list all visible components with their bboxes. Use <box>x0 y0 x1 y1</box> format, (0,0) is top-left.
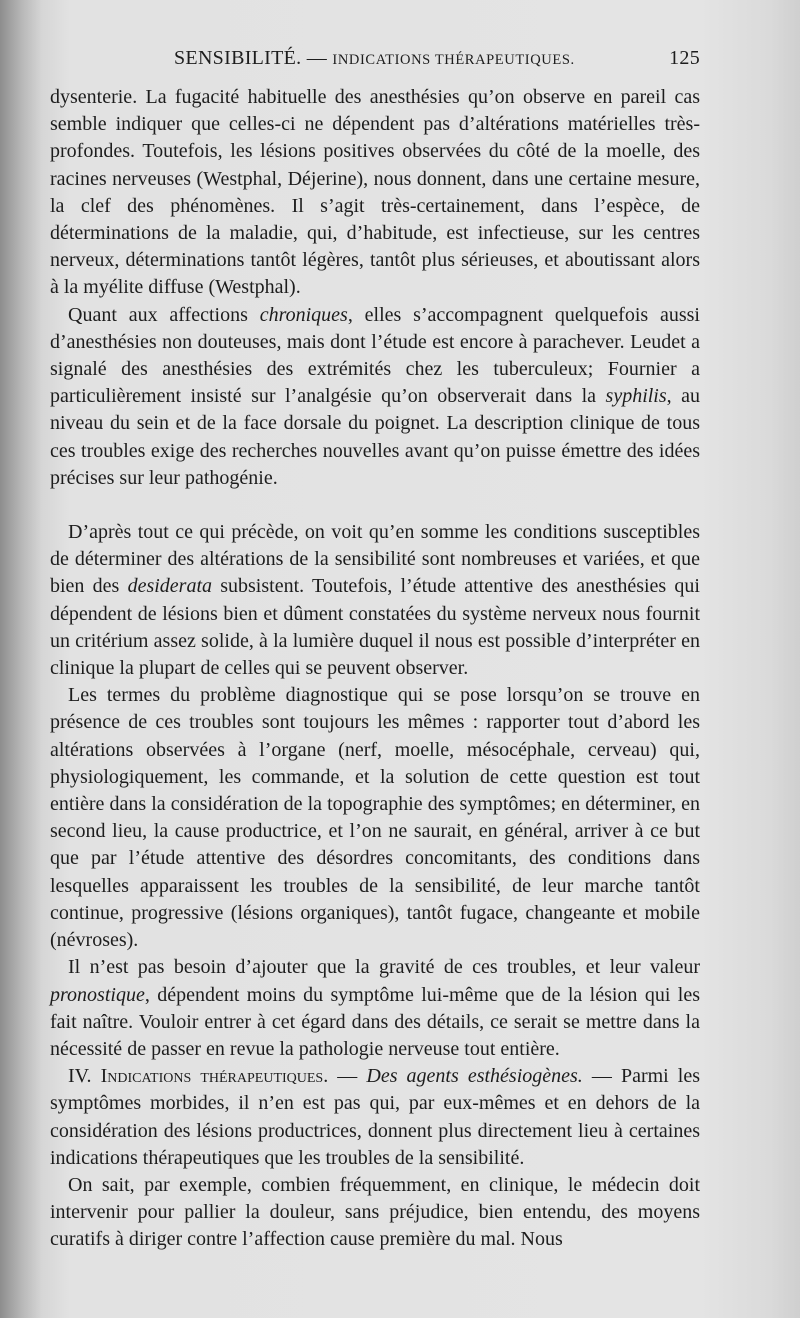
text-run: , dépendent moins du symptôme lui-même que de la lésion qui les fait naître. Vouloir entrer à cet égard dans des détails, ce serait se mettre dans la nécessité de passer en revue la pathologie nerveuse tout entière. <box>50 983 700 1060</box>
paragraph-douleur: On sait, par exemple, combien fréquemment, en clinique, le médecin doit intervenir pour pallier la douleur, sans préjudice, bien entendu, des moyens curatifs à diriger contre l’affection cause première du mal. Nous <box>50 1173 700 1251</box>
paragraph-affections-chroniques <box>50 302 700 492</box>
text-run: — Parmi les symptômes morbides, il n’en est pas qui, par eux-mêmes et en dehors de la considération des lésions productrices, donnent plus directement lieu à certaines indications thérapeutiques que les troubles de la sensibilité. <box>50 1065 701 1169</box>
running-head-title: SENSIBILITÉ. <box>174 47 302 69</box>
page-body <box>50 84 700 1254</box>
text-run: D’après tout ce qui précède, on voit qu’en somme les conditions susceptibles de déterminer des altérations de la sensibilité sont nombreuses et variées, et que bien des <box>50 521 700 598</box>
page-header <box>50 47 700 75</box>
text-run: Quant aux affections <box>68 303 260 326</box>
section-heading: Indications thérapeutiques. <box>100 1065 329 1088</box>
emphasis-pronostique: pronostique <box>50 983 145 1006</box>
emphasis-syphilis: syphilis <box>605 385 667 408</box>
section-subheading: Des agents esthésiogènes. <box>366 1065 583 1088</box>
emphasis-desiderata: desiderata <box>127 575 212 598</box>
paragraph-conclusion <box>50 519 700 682</box>
section-dash: — <box>328 1065 367 1088</box>
running-head-subtitle: INDICATIONS THÉRAPEUTIQUES. <box>332 52 575 68</box>
text-run: subsistent. Toutefois, l’étude attentive des anesthésies qui dépendent de lésions bien et dûment constatées du système nerveux nous fournit un critérium assez solide, à la lumière duquel il nous est possible d’interpréter en clinique la plupart de celles qui se peuvent observer. <box>50 575 700 680</box>
emphasis-chroniques: chroniques <box>259 303 348 326</box>
text-run: , elles s’accompagnent quelquefois aussi d’anesthésies non douteuses, mais dont l’étude est encore à parachever. Leudet a signalé des anesthésies des extrémités chez les tuberculeux; Fournier a particulièrement insisté sur l’analgésie qu’on observerait dans la <box>50 303 700 408</box>
running-head <box>174 47 575 70</box>
text-run: Il n’est pas besoin d’ajouter que la gravité de ces troubles, et leur valeur <box>68 956 700 979</box>
paragraph-pronostic <box>50 954 700 1063</box>
section-numeral: IV. <box>68 1065 101 1088</box>
paragraph-diagnostic: Les termes du problème diagnostique qui se pose lorsqu’on se trouve en présence de ces troubles sont toujours les mêmes : rapporter tout d’abord les altérations observées à l’organe (nerf, moelle, mésocéphale, cerveau) qui, physiologiquement, les commande, et la solution de cette question est tout entière dans la considération de la topographie des symptômes; en déterminer, en second lieu, la cause productrice, et l’on ne saurait, en général, arriver à ce but que par l’étude attentive des désordres concomitants, des conditions dans lesquelles apparaissent les troubles de la sensibilité, de leur marche tantôt continue, progressive (lésions organiques), tantôt fugace, changeante et mobile (névroses). <box>50 684 700 952</box>
text-run: , au niveau du sein et de la face dorsale du poignet. La description clinique de tous ces troubles exige des recherches nouvelles avant qu’on puisse émettre des idées précises sur leur pathogénie. <box>50 385 700 489</box>
running-head-dash: — <box>306 47 328 69</box>
section-indications-therapeutiques <box>50 1063 700 1172</box>
paragraph-dysenterie: dysenterie. La fugacité habituelle des anesthésies qu’on observe en pareil cas semble indiquer que celles-ci ne dépendent pas d’altérations matérielles très-profondes. Toutefois, les lésions positives observées du côté de la moelle, des racines nerveuses (Westphal, Déjerine), nous donnent, dans une certaine mesure, la clef des phénomènes. Il s’agit très-certainement, dans l’espèce, de déterminations de la maladie, qui, d’habitude, est infectieuse, sur les centres nerveux, déterminations tantôt légères, tantôt plus sérieuses, et aboutissant alors à la myélite diffuse (Westphal). <box>50 86 700 299</box>
page-number: 125 <box>669 47 700 69</box>
